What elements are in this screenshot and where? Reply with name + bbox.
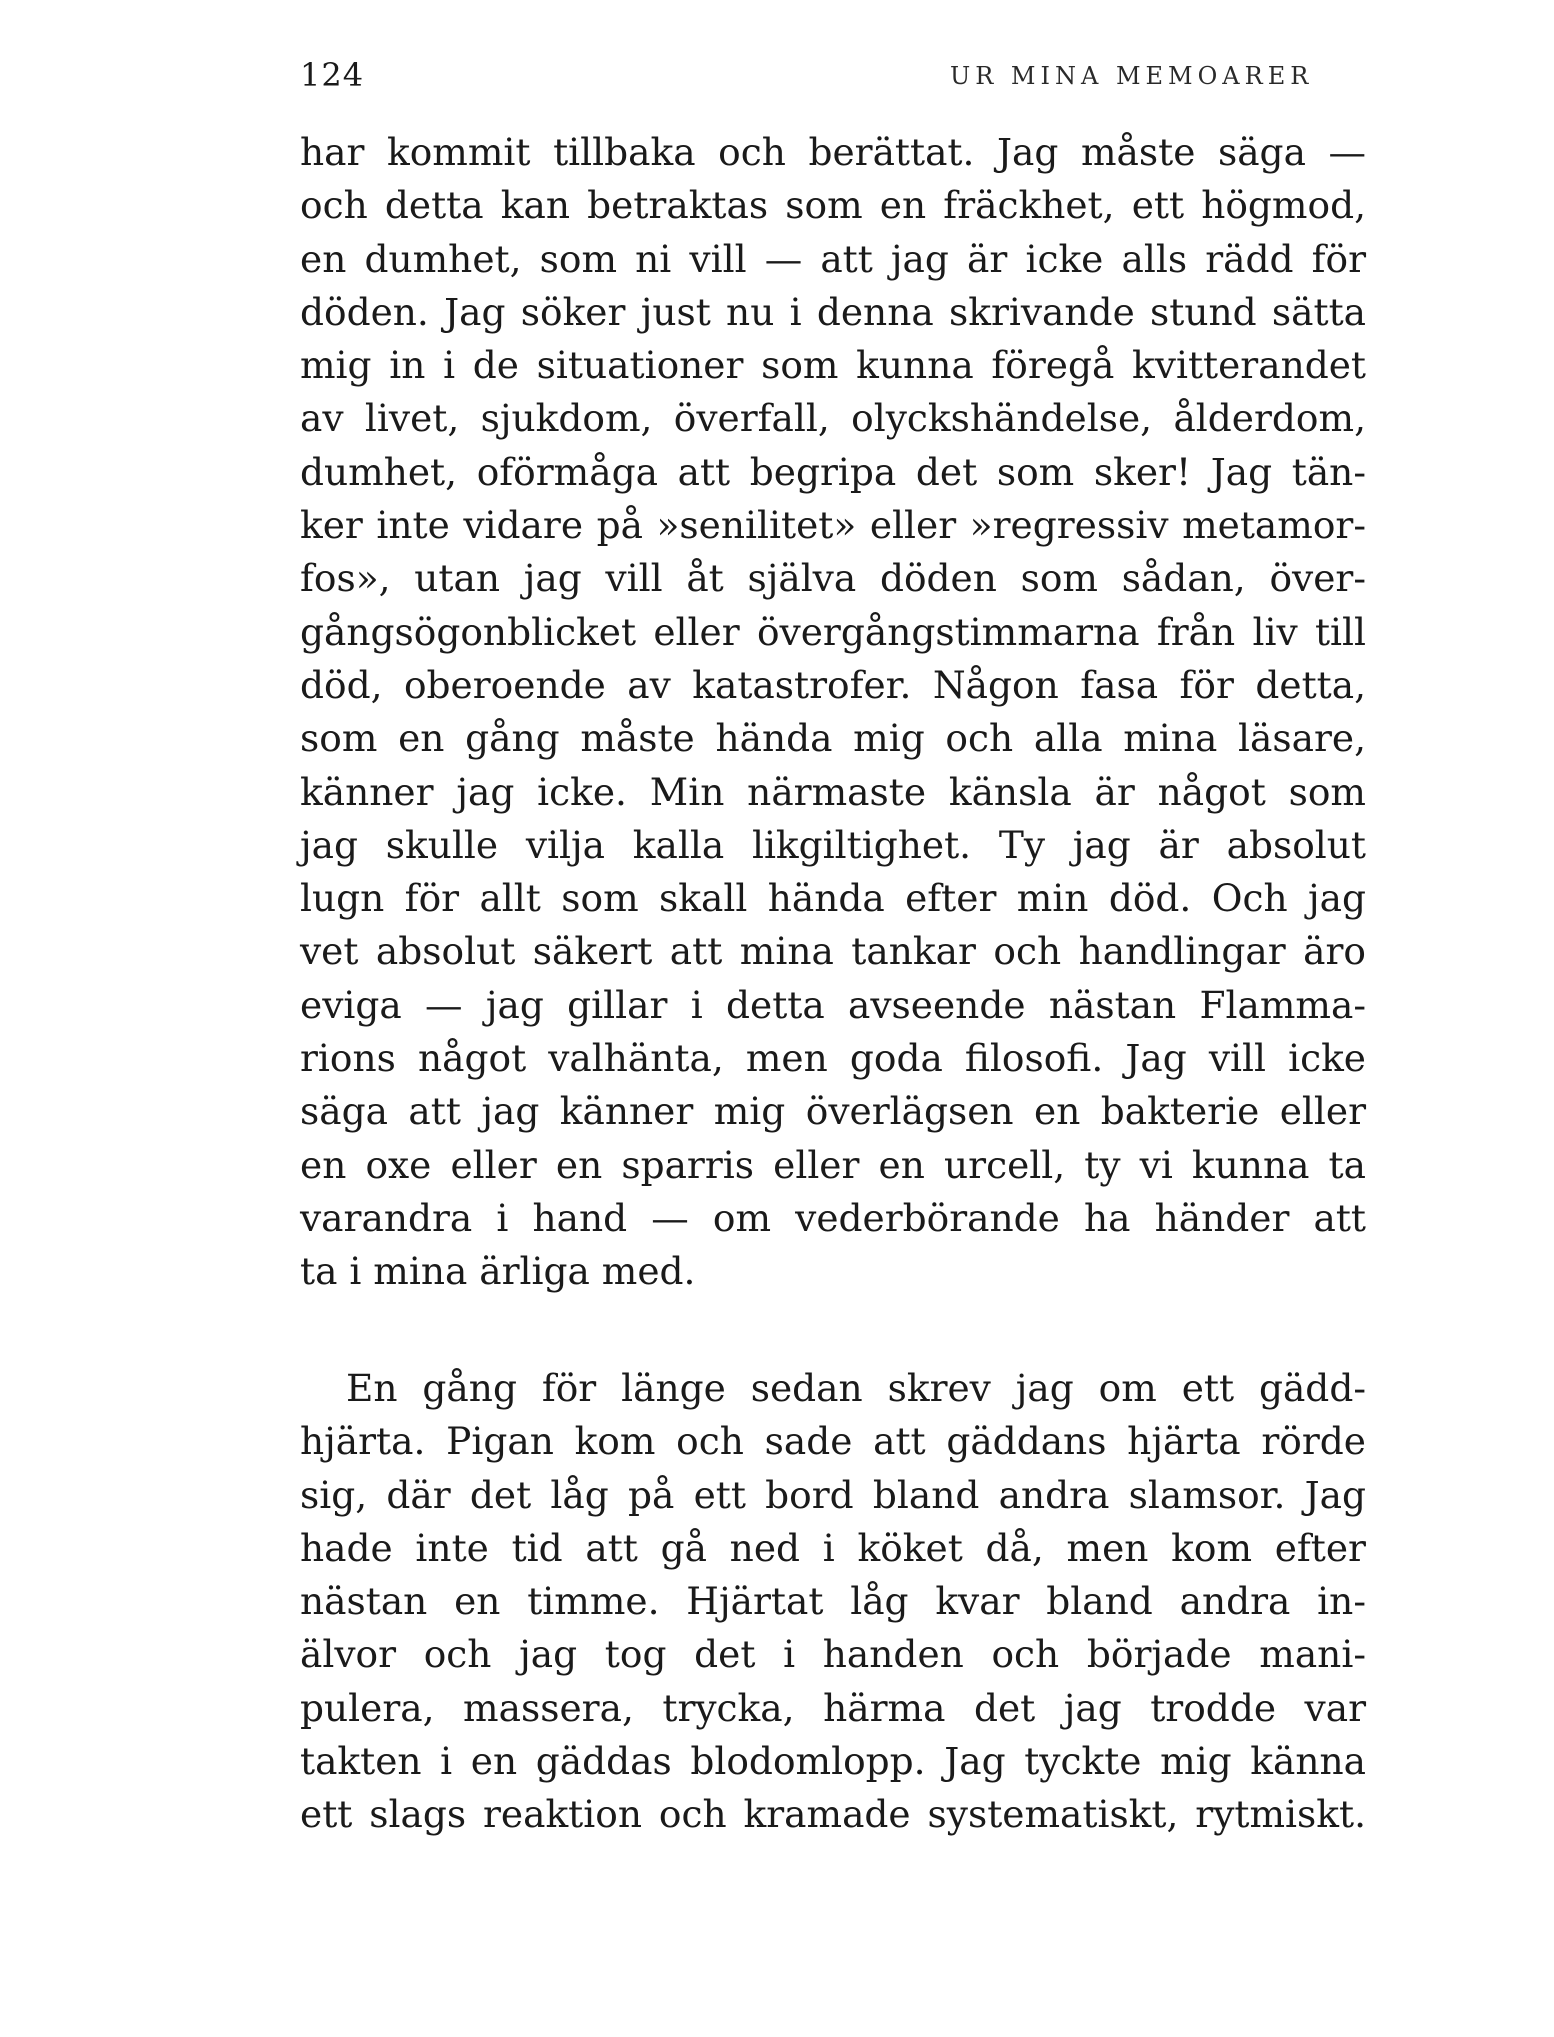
text-line: säga att jag känner mig överlägsen en bakterie eller — [300, 1089, 1366, 1134]
text-line: lugn för allt som skall hända efter min död. Och jag — [300, 876, 1366, 921]
text-line: gångsögonblicket eller övergångstimmarna från liv till — [300, 609, 1366, 654]
text-line: takten i en gäddas blodomlopp. Jag tyckte mig känna — [300, 1739, 1366, 1784]
text-line: och detta kan betraktas som en fräckhet, ett högmod, — [300, 183, 1366, 228]
text-line: älvor och jag tog det i handen och började mani- — [300, 1632, 1366, 1677]
text-line: vet absolut säkert att mina tankar och handlingar äro — [300, 929, 1366, 974]
text-line: mig in i de situationer som kunna föregå kvitterandet — [300, 343, 1366, 388]
text-line: eviga — jag gillar i detta avseende nästan Flamma- — [300, 982, 1366, 1027]
text-line: en dumhet, som ni vill — att jag är icke alls rädd för — [300, 236, 1366, 281]
text-line: rions något valhänta, men goda filosofi. Jag vill icke — [300, 1036, 1366, 1081]
text-line: pulera, massera, trycka, härma det jag trodde var — [300, 1685, 1366, 1730]
text-line: ker inte vidare på »senilitet» eller »regressiv metamor- — [300, 503, 1366, 548]
paragraph-1 — [300, 126, 1366, 1299]
text-line: jag skulle vilja kalla likgiltighet. Ty jag är absolut — [300, 822, 1366, 867]
text-line: död, oberoende av katastrofer. Någon fasa för detta, — [300, 662, 1366, 707]
text-line: en oxe eller en sparris eller en urcell, ty vi kunna ta — [300, 1142, 1366, 1187]
text-line: hjärta. Pigan kom och sade att gäddans hjärta rörde — [300, 1419, 1366, 1464]
text-line: av livet, sjukdom, överfall, olyckshändelse, ålderdom, — [300, 396, 1366, 441]
text-line: sig, där det låg på ett bord bland andra slamsor. Jag — [300, 1472, 1366, 1517]
text-line: har kommit tillbaka och berättat. Jag måste säga — — [300, 130, 1366, 174]
text-line: nästan en timme. Hjärtat låg kvar bland andra in- — [300, 1579, 1366, 1624]
text-line: hade inte tid att gå ned i köket då, men kom efter — [300, 1525, 1366, 1570]
running-title: UR MINA MEMOARER — [950, 62, 1314, 90]
text-line: dumhet, oförmåga att begripa det som sker! Jag tän- — [300, 449, 1366, 494]
text-line: ett slags reaktion och kramade systematiskt, rytmiskt. — [300, 1792, 1366, 1837]
paragraph-2 — [300, 1362, 1366, 1842]
text-line: fos», utan jag vill åt själva döden som sådan, över- — [300, 556, 1366, 601]
page-number: 124 — [300, 56, 365, 94]
running-header — [300, 56, 1370, 96]
text-line: varandra i hand — om vederbörande ha händer att — [300, 1195, 1366, 1240]
text-line: som en gång måste hända mig och alla mina läsare, — [300, 716, 1366, 761]
text-line: En gång för länge sedan skrev jag om ett gädd- — [346, 1366, 1366, 1410]
text-line: känner jag icke. Min närmaste känsla är något som — [300, 769, 1366, 814]
text-line: döden. Jag söker just nu i denna skrivande stund sätta — [300, 289, 1366, 334]
text-line: ta i mina ärliga med. — [300, 1249, 696, 1294]
